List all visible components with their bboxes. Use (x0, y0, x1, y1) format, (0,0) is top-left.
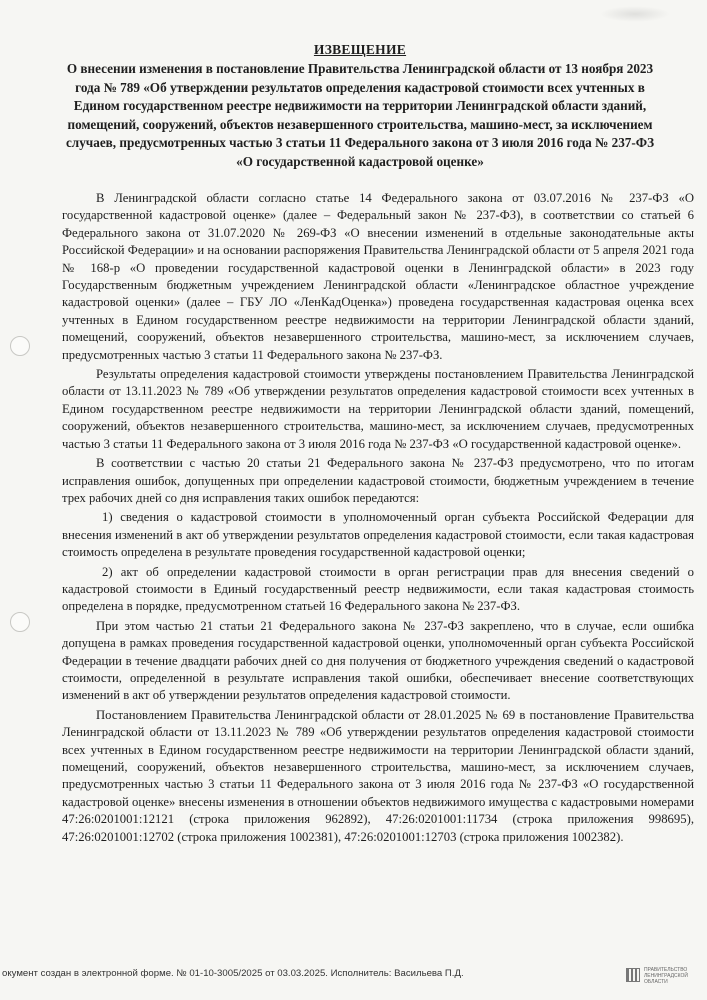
paragraph: Постановлением Правительства Ленинградской области от 28.01.2025 № 69 в постановление Правительства Ленинградской области от 13.11.2023 № 789 «Об утверждении результатов определения кадастровой стоимости всех учтенных в Едином государственном реестре недвижимости на территории Ленинградской области зданий, помещений, сооружений, объектов незавершенного строительства, машино-мест, за исключением случаев, предусмотренных частью 3 статьи 11 Федерального закона от 3 июля 2016 года № 237-ФЗ «О государственной кадастровой оценке» внесены изменения в отношении объектов недвижимого имущества с кадастровыми номерами 47:26:0201001:12121 (строка приложения 962892), 47:26:0201001:11734 (строка приложения 998695), 47:26:0201001:12702 (строка приложения 1002381), 47:26:0201001:12703 (строка приложения 1002382). (62, 707, 694, 844)
scan-stain (600, 6, 670, 22)
list-item: 2) акт об определении кадастровой стоимости в орган регистрации прав для внесения сведений о кадастровой стоимости в Единый государственный реестр недвижимости, если такая кадастровая стоимость определена в порядке, предусмотренном статьей 16 Федерального закона № 237-ФЗ. (62, 564, 694, 614)
paragraph: При этом частью 21 статьи 21 Федерального закона № 237-ФЗ закреплено, что в случае, если ошибка допущена в рамках проведения государственной кадастровой оценки, уполномоченный орган субъекта Российской Федерации в течение двадцати рабочих дней со дня получения от бюджетного учреждения сведений о кадастровой стоимости, определенной в результате исправления такой ошибки, обеспечивает внесение соответствующих изменений в акт об утверждении результатов определения кадастровой стоимости. (62, 618, 694, 703)
government-logo (626, 966, 696, 986)
paragraph: Результаты определения кадастровой стоимости утверждены постановлением Правительства Ленинградской области от 13.11.2023 № 789 «Об утверждении результатов определения кадастровой стоимости всех учтенных в Едином государственном реестре недвижимости на территории Ленинградской области зданий, помещений, сооружений, объектов незавершенного строительства, машино-мест, за исключением случаев, предусмотренных частью 3 статьи 11 Федерального закона от 3 июля 2016 года № 237-ФЗ «О государственной кадастровой оценке». (62, 367, 694, 451)
document-footer (0, 966, 707, 986)
logo-caption: ПРАВИТЕЛЬСТВО ЛЕНИНГРАДСКОЙ ОБЛАСТИ (644, 967, 688, 985)
punch-hole (10, 336, 30, 356)
paragraph: В Ленинградской области согласно статье 14 Федерального закона от 03.07.2016 № 237-ФЗ «О государственной кадастровой оценке» (далее – Федеральный закон № 237-ФЗ), в соответствии со статьей 6 Федерального закона от 31.07.2020 № 269-ФЗ «О внесении изменений в отдельные законодательные акты Российской Федерации» и на основании распоряжения Правительства Ленинградской области от 5 апреля 2021 года № 168-р «О проведении государственной кадастровой оценки в Ленинградской области» в 2023 году Государственным бюджетным учреждением Ленинградской области «Ленинградское областное учреждение кадастровой оценки» (далее – ГБУ ЛО «ЛенКадОценка») проведена государственная кадастровая оценка всех учтенных в Едином государственном реестре недвижимости на территории Ленинградской области зданий, помещений, сооружений, объектов незавершенного строительства, машино-мест, за исключением случаев, предусмотренных частью 3 статьи 11 Федерального закона № 237-ФЗ. (62, 191, 694, 362)
document-body (62, 190, 694, 848)
list-item: 1) сведения о кадастровой стоимости в уполномоченный орган субъекта Российской Федерации для внесения изменений в акт об утверждении результатов определения кадастровой стоимости, если такая кадастровая стоимость определена в результате проведения государственной кадастровой оценки; (62, 510, 694, 560)
notice-title: ИЗВЕЩЕНИЕ (313, 42, 407, 57)
logo-icon (626, 968, 640, 982)
footer-registration-text: окумент создан в электронной форме. № 01-10-3005/2025 от 03.03.2025. Исполнитель: Васильева П.Д. (2, 968, 464, 979)
document-title: О внесении изменения в постановление Правительства Ленинградской области от 13 ноября 2023 года № 789 «Об утверждении результатов определения кадастровой стоимости всех учтенных в Едином государственном реестре недвижимости на территории Ленинградской области зданий, помещений, сооружений, объектов незавершенного строительства, машино-мест, за исключением случаев, предусмотренных частью 3 статьи 11 Федерального закона от 3 июля 2016 года № 237-ФЗ «О государственной кадастровой оценке» (65, 61, 655, 169)
paragraph: В соответствии с частью 20 статьи 21 Федерального закона № 237-ФЗ предусмотрено, что по итогам исправления ошибок, допущенных при определении кадастровой стоимости, бюджетным учреждением в течение трех рабочих дней со дня исправления таких ошибок передаются: (62, 456, 694, 505)
punch-hole (10, 612, 30, 632)
